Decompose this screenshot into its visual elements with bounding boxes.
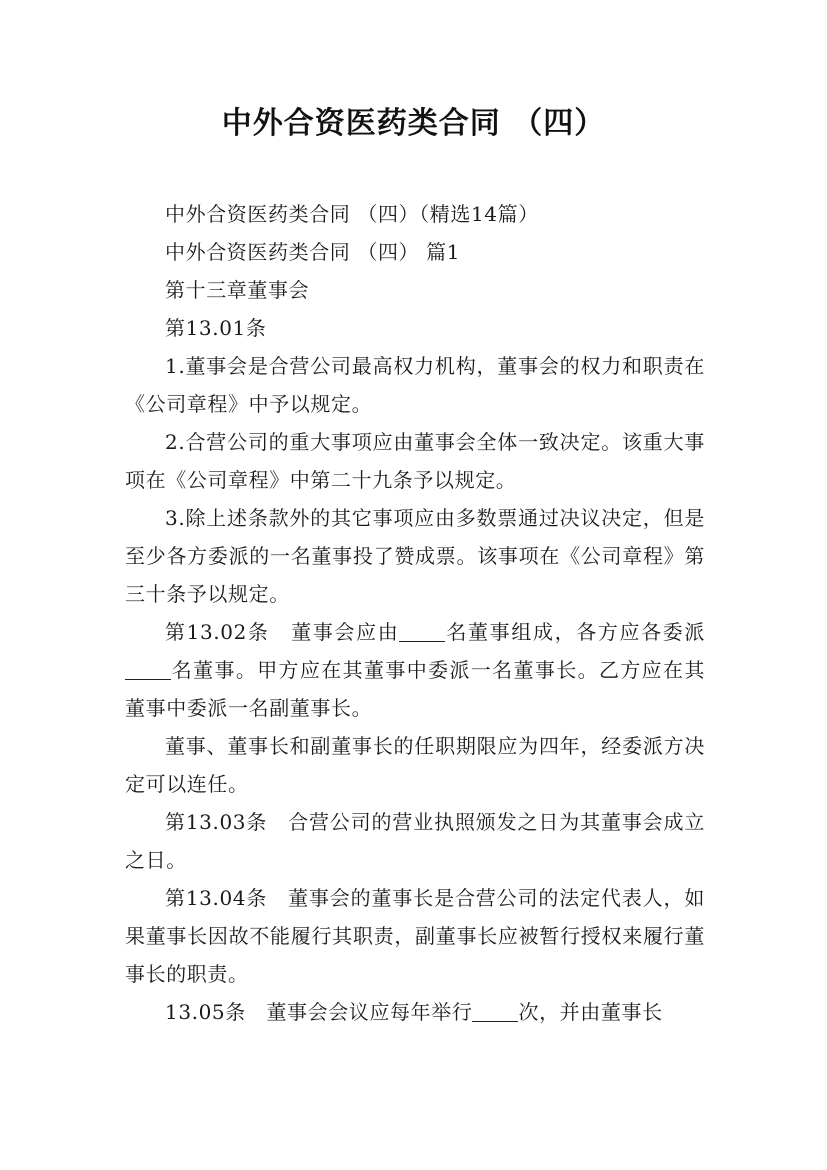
paragraph-segment: 名董事组成，各方应各委派 xyxy=(445,620,705,644)
paragraph: 2.合营公司的重大事项应由董事会全体一致决定。该重大事项在《公司章程》中第二十九条予以规定。 xyxy=(125,430,705,492)
fill-in-blank xyxy=(125,659,171,680)
paragraph: 1.董事会是合营公司最高权力机构，董事会的权力和职责在《公司章程》中予以规定。 xyxy=(125,354,705,416)
fill-in-blank xyxy=(472,1001,518,1022)
paragraph xyxy=(125,613,705,727)
paragraph: 中外合资医药类合同 （四） 篇1 xyxy=(165,240,461,264)
paragraph: 第13.04条 董事会的董事长是合营公司的法定代表人，如果董事长因故不能履行其职责，副董事长应被暂行授权来履行董事长的职责。 xyxy=(125,886,705,986)
paragraph: 中外合资医药类合同 （四）（精选14篇） xyxy=(165,202,539,226)
document-body xyxy=(125,195,705,1031)
document-title: 中外合资医药类合同 （四） xyxy=(221,106,606,141)
paragraph-segment: 名董事。甲方应在其董事中委派一名董事长。乙方应在其董事中委派一名副董事长。 xyxy=(125,658,705,720)
paragraph: 第13.01条 xyxy=(165,316,267,340)
paragraph-segment: 第13.02条 董事会应由 xyxy=(165,620,400,644)
paragraph-segment: 13.05条 董事会会议应每年举行 xyxy=(165,1000,473,1024)
paragraph: 第13.03条 合营公司的营业执照颁发之日为其董事会成立之日。 xyxy=(125,810,705,872)
paragraph xyxy=(125,993,705,1031)
paragraph-segment: 次，并由董事长 xyxy=(518,1000,663,1024)
fill-in-blank xyxy=(399,621,445,642)
paragraph: 董事、董事长和副董事长的任职期限应为四年，经委派方决定可以连任。 xyxy=(125,734,705,796)
paragraph: 第十三章董事会 xyxy=(165,278,310,302)
paragraph: 3.除上述条款外的其它事项应由多数票通过决议决定，但是至少各方委派的一名董事投了赞成票。该事项在《公司章程》第三十条予以规定。 xyxy=(125,506,705,606)
